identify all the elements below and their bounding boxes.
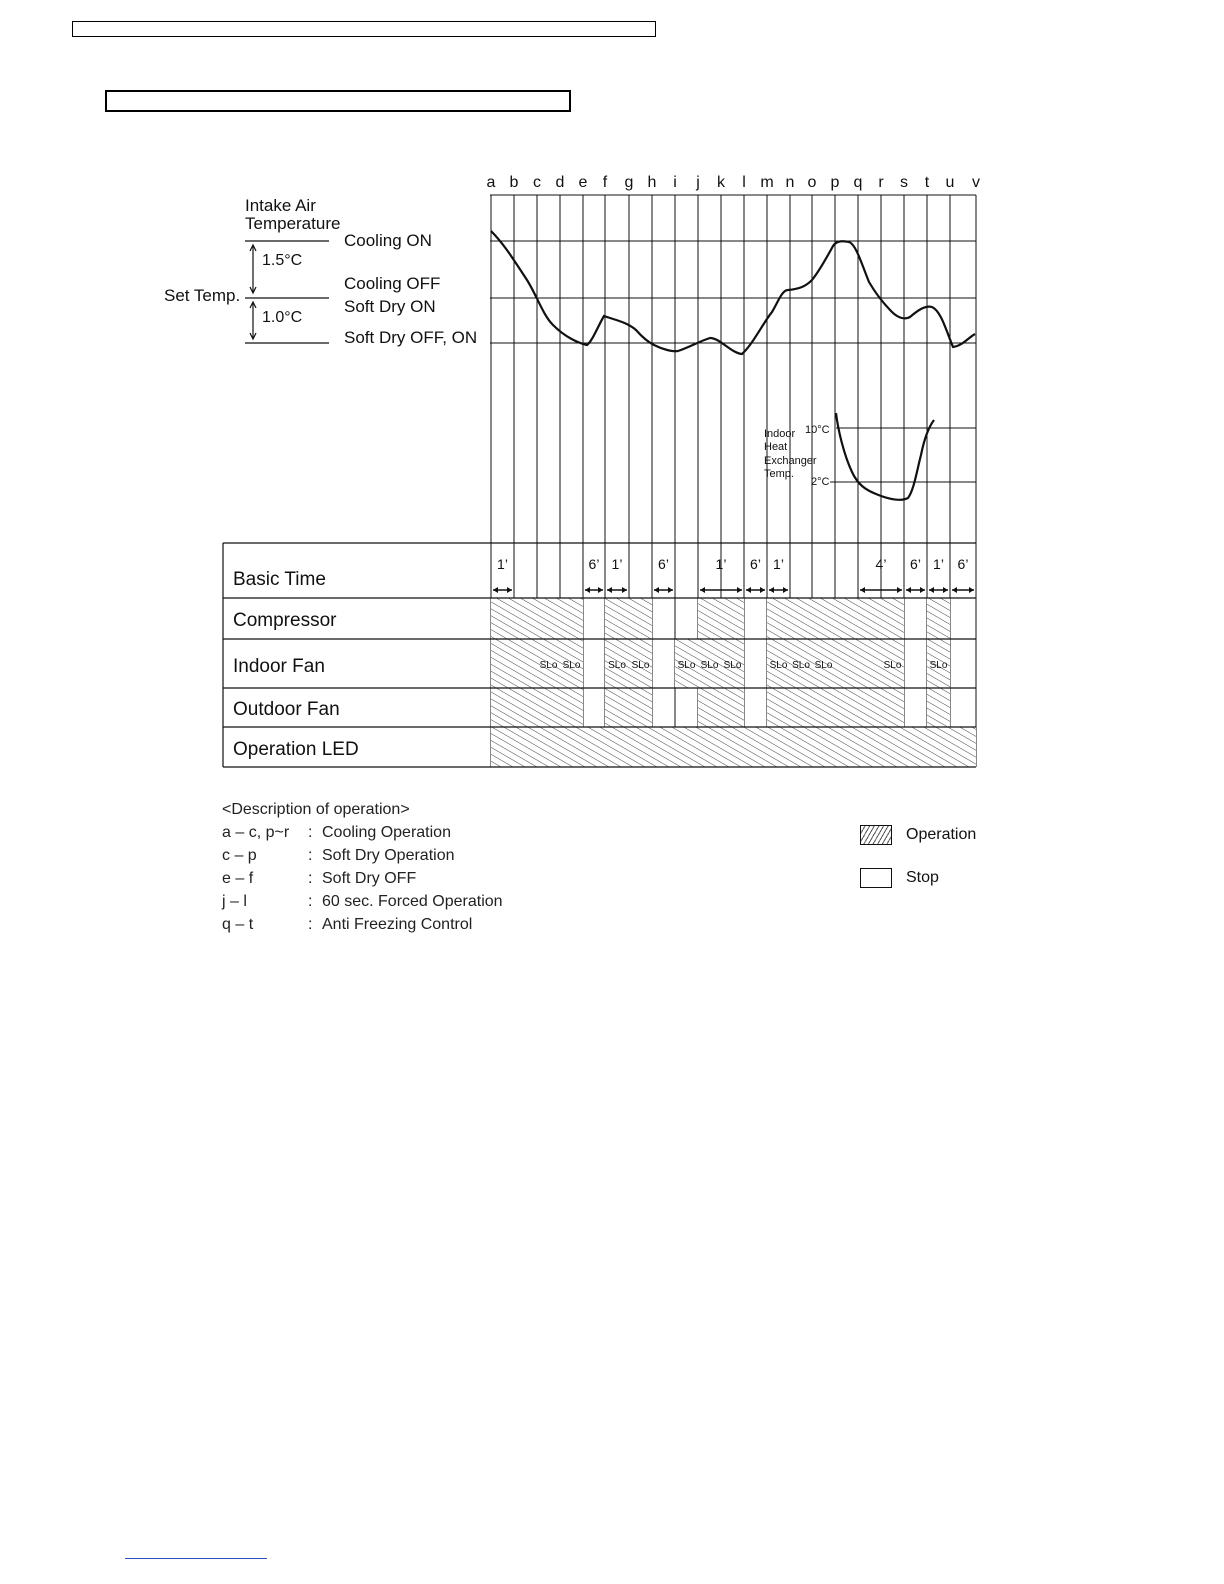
basic-time-arrow-head-right	[507, 587, 512, 593]
basic-time-arrow-head-left	[607, 587, 612, 593]
timing-letter-k: k	[717, 174, 725, 191]
compressor-operation-cell	[858, 598, 881, 639]
timing-letter-o: o	[807, 174, 817, 191]
timing-letter-p: p	[830, 174, 840, 191]
basic-time-arrow-head-left	[929, 587, 934, 593]
outdoor-fan-operation-cell	[514, 688, 537, 727]
basic-time-arrow-head-right	[897, 587, 902, 593]
description-value: Cooling Operation	[322, 824, 451, 841]
description-colon: :	[308, 870, 313, 887]
row-label-indoor-fan: Indoor Fan	[233, 656, 325, 677]
slo-label: SLo	[539, 660, 558, 671]
timing-letter-g: g	[624, 174, 634, 191]
legend	[860, 824, 976, 910]
basic-time-arrow-head-right	[920, 587, 925, 593]
slo-label: SLo	[883, 660, 902, 671]
heat-exchanger-10c-label: 10°C	[805, 424, 830, 436]
outdoor-fan-operation-cell	[835, 688, 858, 727]
operation-led-operation-cell	[698, 727, 721, 767]
operation-led-operation-cell	[629, 727, 652, 767]
basic-time-arrow-head-left	[746, 587, 751, 593]
slo-label: SLo	[677, 660, 696, 671]
compressor-operation-cell	[927, 598, 950, 639]
indoor-fan-operation-cell	[835, 639, 858, 688]
soft-dry-off-on-label: Soft Dry OFF, ON	[344, 328, 478, 347]
legend-operation-label: Operation	[906, 826, 977, 843]
outdoor-fan-operation-cell	[537, 688, 560, 727]
indoor-fan-operation-cell	[514, 639, 537, 688]
row-label-outdoor-fan: Outdoor Fan	[233, 699, 340, 720]
slo-label: SLo	[723, 660, 742, 671]
compressor-operation-cell	[881, 598, 904, 639]
heat-exchanger-temperature-curve	[836, 413, 934, 500]
description-key: e – f	[222, 870, 254, 887]
basic-time-arrow-head-right	[737, 587, 742, 593]
outdoor-fan-operation-cell	[767, 688, 790, 727]
slo-label: SLo	[631, 660, 650, 671]
set-temp-label: Set Temp.	[164, 286, 241, 305]
description-value: 60 sec. Forced Operation	[322, 893, 503, 910]
soft-dry-on-label: Soft Dry ON	[344, 297, 436, 316]
outdoor-fan-operation-cell	[790, 688, 812, 727]
operation-led-operation-cell	[605, 727, 629, 767]
operation-led-operation-cell	[767, 727, 790, 767]
operation-led-operation-cell	[858, 727, 881, 767]
timing-letter-t: t	[924, 174, 930, 191]
description-colon: :	[308, 893, 313, 910]
row-label-basic-time: Basic Time	[233, 569, 326, 590]
compressor-operation-cell	[560, 598, 583, 639]
outdoor-fan-operation-cell	[698, 688, 721, 727]
heat-exchanger-label-4: Temp.	[764, 468, 794, 480]
outdoor-fan-operation-cell	[858, 688, 881, 727]
description-key: c – p	[222, 847, 257, 864]
basic-time-arrow-head-left	[952, 587, 957, 593]
description-item	[222, 821, 503, 844]
operation-led-operation-cell	[812, 727, 835, 767]
operation-led-operation-cell	[950, 727, 976, 767]
basic-time-arrow-head-right	[943, 587, 948, 593]
basic-time-label: 1’	[773, 556, 784, 572]
operation-hatch-cells	[491, 598, 976, 767]
operation-led-operation-cell	[491, 727, 514, 767]
basic-time-label: 6’	[957, 556, 969, 572]
basic-time-label: 6’	[910, 556, 921, 572]
basic-time-arrow-head-left	[654, 587, 659, 593]
basic-time-arrow-head-right	[622, 587, 627, 593]
basic-time-label: 1’	[933, 556, 944, 572]
slo-label: SLo	[792, 660, 810, 671]
cooling-off-label: Cooling OFF	[344, 274, 441, 293]
compressor-operation-cell	[767, 598, 790, 639]
compressor-operation-cell	[605, 598, 629, 639]
description-item	[222, 844, 503, 867]
compressor-operation-cell	[721, 598, 744, 639]
delta-upper-label: 1.5°C	[262, 252, 303, 269]
description-colon: :	[308, 824, 313, 841]
compressor-operation-cell	[790, 598, 812, 639]
description-item	[222, 867, 503, 890]
outdoor-fan-operation-cell	[881, 688, 904, 727]
timing-letter-u: u	[945, 174, 955, 191]
description-value: Soft Dry OFF	[322, 870, 417, 887]
description-item	[222, 890, 503, 913]
legend-stop	[860, 867, 976, 889]
timing-letter-s: s	[900, 174, 908, 191]
stop-swatch	[860, 868, 892, 888]
outdoor-fan-operation-cell	[927, 688, 950, 727]
basic-time-label: 6’	[588, 556, 600, 572]
heat-exchanger-label-2: Heat	[764, 441, 788, 453]
footer-link-underline	[125, 1558, 267, 1559]
basic-time-arrow-head-left	[585, 587, 590, 593]
row-label-compressor: Compressor	[233, 610, 337, 631]
heat-exchanger-label-1: Indoor	[764, 428, 796, 440]
slo-label: SLo	[608, 660, 626, 671]
operation-led-operation-cell	[583, 727, 605, 767]
basic-time-label: 6’	[750, 556, 761, 572]
heat-exchanger-label-3: Exchanger	[764, 455, 817, 467]
compressor-operation-cell	[812, 598, 835, 639]
timing-letter-l: l	[742, 174, 746, 191]
operation-led-operation-cell	[537, 727, 560, 767]
basic-time-arrow-head-left	[906, 587, 911, 593]
timing-letter-a: a	[486, 174, 496, 191]
description-colon: :	[308, 847, 313, 864]
timing-letters	[487, 174, 980, 191]
legend-operation	[860, 824, 976, 846]
description-key: j – l	[222, 893, 247, 910]
description-colon: :	[308, 916, 313, 933]
description-title: <Description of operation>	[222, 801, 410, 818]
operation-led-operation-cell	[744, 727, 767, 767]
operation-led-operation-cell	[904, 727, 927, 767]
compressor-operation-cell	[698, 598, 721, 639]
cooling-on-label: Cooling ON	[344, 231, 432, 250]
description-key: a – c, p~r	[222, 824, 290, 841]
operation-led-operation-cell	[652, 727, 675, 767]
outdoor-fan-operation-cell	[812, 688, 835, 727]
operation-led-operation-cell	[835, 727, 858, 767]
slo-label: SLo	[814, 660, 833, 671]
operation-led-operation-cell	[514, 727, 537, 767]
description-item	[222, 913, 503, 936]
operation-led-operation-cell	[560, 727, 583, 767]
indoor-fan-operation-cell	[491, 639, 514, 688]
timing-letter-v: v	[972, 174, 980, 191]
description-of-operation	[222, 798, 503, 936]
description-value: Soft Dry Operation	[322, 847, 455, 864]
timing-letter-i: i	[673, 174, 677, 191]
basic-time-label: 6’	[658, 556, 669, 572]
basic-time-arrow-head-right	[668, 587, 673, 593]
operation-led-operation-cell	[675, 727, 698, 767]
timing-letter-b: b	[509, 174, 519, 191]
timing-letter-r: r	[878, 174, 884, 191]
slo-label: SLo	[700, 660, 719, 671]
outdoor-fan-operation-cell	[560, 688, 583, 727]
row-label-operation-led: Operation LED	[233, 739, 359, 760]
slo-label: SLo	[929, 660, 948, 671]
description-key: q – t	[222, 916, 254, 933]
operation-led-operation-cell	[790, 727, 812, 767]
basic-time-arrow-head-left	[700, 587, 705, 593]
temperature-label: Temperature	[245, 214, 341, 233]
timing-letter-e: e	[578, 174, 588, 191]
outdoor-fan-operation-cell	[721, 688, 744, 727]
compressor-operation-cell	[537, 598, 560, 639]
timing-letter-n: n	[785, 174, 795, 191]
basic-time-label: 4’	[875, 556, 887, 572]
compressor-operation-cell	[629, 598, 652, 639]
basic-time-arrow-head-right	[598, 587, 603, 593]
basic-time-label: 1’	[497, 556, 508, 572]
intake-air-temperature-curve	[491, 231, 975, 354]
timing-letter-c: c	[533, 174, 541, 191]
basic-time-label: 1’	[715, 556, 727, 572]
operation-led-operation-cell	[721, 727, 744, 767]
heat-exchanger-2c-label: 2°C	[811, 476, 830, 488]
intake-air-label: Intake Air	[245, 196, 316, 215]
basic-time-arrow-head-right	[783, 587, 788, 593]
outdoor-fan-operation-cell	[605, 688, 629, 727]
timing-letter-j: j	[696, 174, 700, 191]
legend-stop-label: Stop	[906, 869, 939, 886]
operation-swatch	[860, 825, 892, 845]
basic-time-arrow-head-left	[860, 587, 865, 593]
basic-time-marks	[493, 556, 974, 593]
slo-label: SLo	[562, 660, 581, 671]
outdoor-fan-operation-cell	[491, 688, 514, 727]
basic-time-arrow-head-right	[760, 587, 765, 593]
timing-letter-h: h	[647, 174, 657, 191]
outdoor-fan-operation-cell	[629, 688, 652, 727]
timing-letter-q: q	[853, 174, 863, 191]
basic-time-arrow-head-left	[493, 587, 498, 593]
timing-letter-m: m	[760, 174, 774, 191]
timing-letter-d: d	[555, 174, 565, 191]
basic-time-label: 1’	[611, 556, 623, 572]
compressor-operation-cell	[835, 598, 858, 639]
timing-grid-horizontal	[490, 195, 976, 482]
operation-led-operation-cell	[927, 727, 950, 767]
slo-label: SLo	[769, 660, 788, 671]
timing-letter-f: f	[602, 174, 608, 191]
delta-lower-label: 1.0°C	[262, 309, 303, 326]
compressor-operation-cell	[514, 598, 537, 639]
operation-led-operation-cell	[881, 727, 904, 767]
basic-time-arrow-head-right	[969, 587, 974, 593]
basic-time-arrow-head-left	[769, 587, 774, 593]
description-value: Anti Freezing Control	[322, 916, 473, 933]
indoor-fan-operation-cell	[858, 639, 881, 688]
compressor-operation-cell	[491, 598, 514, 639]
